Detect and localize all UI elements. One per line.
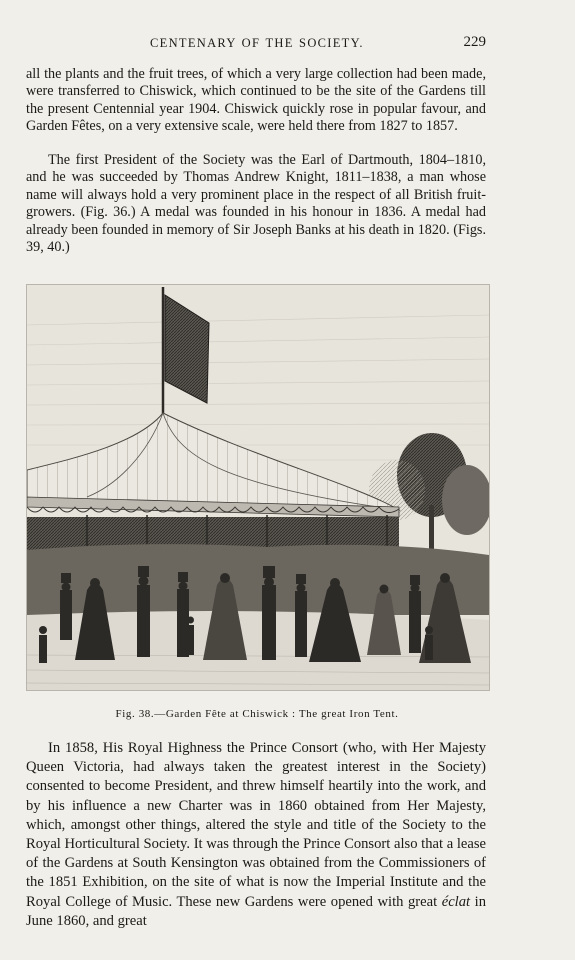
engraving-illustration — [27, 285, 489, 690]
figure-caption: Fig. 38.—Garden Fête at Chiswick : The great Iron Tent. — [115, 708, 399, 720]
paragraph-text-end: in June 1860, and great — [26, 893, 486, 929]
paragraph-first-president: The first President of the Society was the Earl of Dartmouth, 1804–1810, and he was succeeded by Thomas Andrew Knight, 1811–1838, a man whose name will always hold a very prominent place in the respect of all British fruit-growers. (Fig. 36.) A medal was founded in his honour in 1836. A medal had already been founded in memory of Sir Joseph Banks at his death in 1820. (Figs. 39, 40.) — [26, 152, 486, 256]
running-head — [26, 36, 486, 54]
paragraph-text-start: In 1858, His Royal Highness the Prince Consort (who, with Her Majesty Queen Victoria, had always taken the greatest interest in the Society) consented to become President, and threw himself heartily into the work, and by his influence a new Charter was in 1860 obtained from Her Majesty, which, amongst other things, altered the style and title of the Society to the Royal Horticultural Society. It was through the Prince Consort also that a lease of the Gardens at South Kensington was obtained from the Commissioners of the 1851 Exhibition, on the site of what is now the Imperial Institute and the Royal College of Music. These new Gardens were opened with great — [26, 740, 486, 910]
paragraph-chiswick: all the plants and the fruit trees, of which a very large collection had been made, were transferred to Chiswick, which continued to be the site of the Gardens till the present Centennial year 1904. Chiswick quickly rose in popular favour, and Garden Fêtes, on a very extensive scale, were held there from 1827 to 1857. — [26, 66, 486, 135]
italic-eclat: éclat — [441, 893, 471, 910]
running-title: CENTENARY OF THE SOCIETY. — [150, 36, 364, 50]
engraving-garden-fete — [26, 284, 490, 691]
page-number: 229 — [463, 34, 486, 50]
paragraph-prince-consort — [26, 739, 486, 931]
